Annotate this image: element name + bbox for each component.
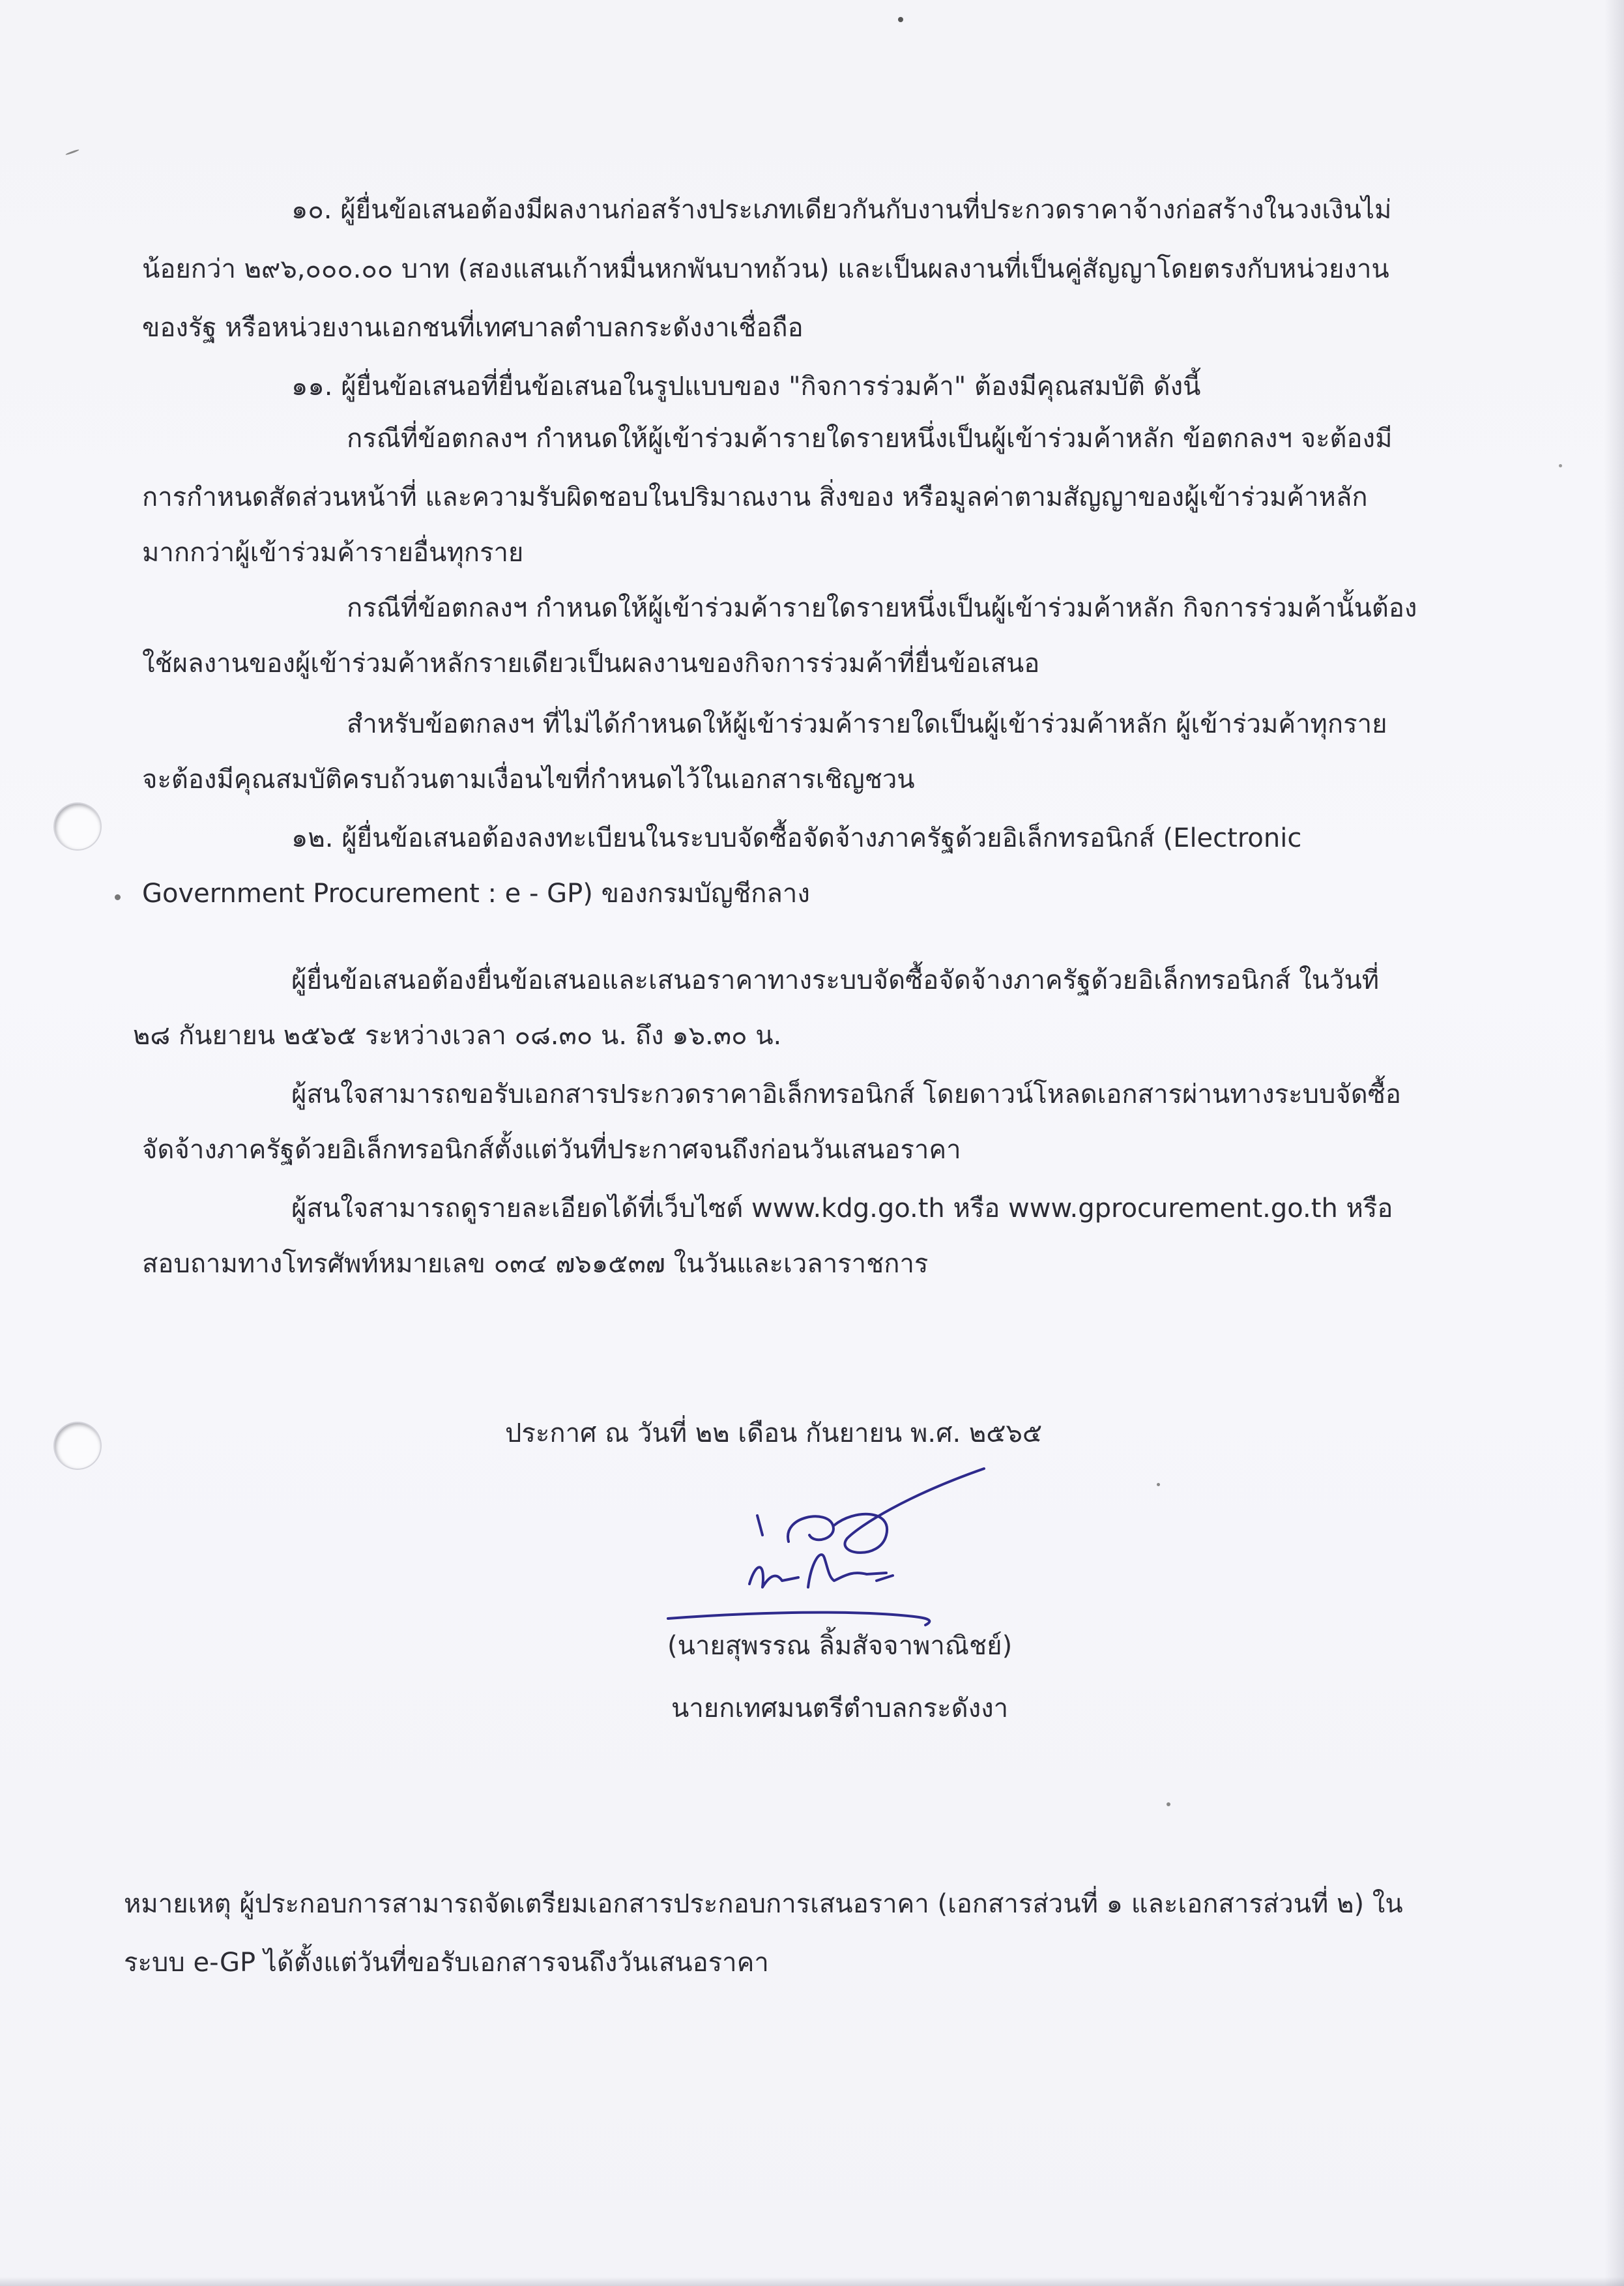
clause-11-case3-line-1: สำหรับข้อตกลงฯ ที่ไม่ได้กำหนดให้ผู้เข้าร่วมค้ารายใดเป็นผู้เข้าร่วมค้าหลัก ผู้เข้าร่วมค้าทุกราย: [347, 709, 1387, 739]
submission-line-1: ผู้ยื่นข้อเสนอต้องยื่นข้อเสนอและเสนอราคาทางระบบจัดซื้อจัดจ้างภาครัฐด้วยอิเล็กทรอนิกส์ ในวันที่: [291, 965, 1380, 995]
punch-hole-upper: [55, 804, 100, 849]
contact-line-2: สอบถามทางโทรศัพท์หมายเลข ๐๓๔ ๗๖๑๕๓๗ ในวันและเวลาราชการ: [142, 1249, 929, 1279]
scan-speck: [1167, 1802, 1170, 1806]
clause-12-line-1: ๑๒. ผู้ยื่นข้อเสนอต้องลงทะเบียนในระบบจัดซื้อจัดจ้างภาครัฐด้วยอิเล็กทรอนิกส์ (Electronic: [291, 823, 1302, 853]
note-line-1: หมายเหตุ ผู้ประกอบการสามารถจัดเตรียมเอกสารประกอบการเสนอราคา (เอกสารส่วนที่ ๑ และเอกสารส่วนที่ ๒) ใน: [124, 1889, 1403, 1919]
signer-title: นายกเทศมนตรีตำบลกระดังงา: [671, 1693, 1009, 1723]
punch-hole-lower: [55, 1423, 100, 1469]
download-line-2: จัดจ้างภาครัฐด้วยอิเล็กทรอนิกส์ตั้งแต่วันที่ประกาศจนถึงก่อนวันเสนอราคา: [142, 1135, 961, 1165]
clause-11-case1-line-1: กรณีที่ข้อตกลงฯ กำหนดให้ผู้เข้าร่วมค้ารายใดรายหนึ่งเป็นผู้เข้าร่วมค้าหลัก ข้อตกลงฯ จะต้องมี: [347, 424, 1393, 454]
scan-speck: [65, 149, 80, 155]
scan-speck: [898, 17, 903, 22]
handwritten-signature: [658, 1463, 997, 1633]
clause-10-line-3: ของรัฐ หรือหน่วยงานเอกชนที่เทศบาลตำบลกระดังงาเชื่อถือ: [142, 313, 804, 343]
page-edge-shadow: [1604, 0, 1624, 2286]
scan-speck: [115, 894, 121, 900]
clause-11-case1-line-3: มากกว่าผู้เข้าร่วมค้ารายอื่นทุกราย: [142, 538, 524, 568]
signer-name: (นายสุพรรณ ลิ้มสัจจาพาณิชย์): [667, 1631, 1013, 1661]
announcement-date: ประกาศ ณ วันที่ ๒๒ เดือน กันยายน พ.ศ. ๒๕๖๕: [505, 1418, 1043, 1448]
submission-line-2: ๒๘ กันยายน ๒๕๖๕ ระหว่างเวลา ๐๘.๓๐ น. ถึง ๑๖.๓๐ น.: [133, 1021, 782, 1051]
clause-12-line-2: Government Procurement : e - GP) ของกรมบัญชีกลาง: [142, 879, 810, 909]
clause-11-case3-line-2: จะต้องมีคุณสมบัติครบถ้วนตามเงื่อนไขที่กำหนดไว้ในเอกสารเชิญชวน: [142, 765, 915, 795]
clause-10-line-2: น้อยกว่า ๒๙๖,๐๐๐.๐๐ บาท (สองแสนเก้าหมื่นหกพันบาทถ้วน) และเป็นผลงานที่เป็นคู่สัญญาโดยตรงกับหน่วยงาน: [142, 254, 1389, 284]
clause-11-case1-line-2: การกำหนดสัดส่วนหน้าที่ และความรับผิดชอบในปริมาณงาน สิ่งของ หรือมูลค่าตามสัญญาของผู้เข้าร่วมค้าหลัก: [142, 482, 1368, 512]
clause-11-heading: ๑๑. ผู้ยื่นข้อเสนอที่ยื่นข้อเสนอในรูปแบบของ "กิจการร่วมค้า" ต้องมีคุณสมบัติ ดังนี้: [291, 372, 1201, 402]
scan-speck: [1559, 464, 1562, 467]
clause-11-case2-line-1: กรณีที่ข้อตกลงฯ กำหนดให้ผู้เข้าร่วมค้ารายใดรายหนึ่งเป็นผู้เข้าร่วมค้าหลัก กิจการร่วมค้านั้นต้อง: [347, 593, 1417, 623]
contact-line-1: ผู้สนใจสามารถดูรายละเอียดได้ที่เว็บไซต์ www.kdg.go.th หรือ www.gprocurement.go.th หรือ: [291, 1194, 1393, 1224]
note-line-2: ระบบ e-GP ได้ตั้งแต่วันที่ขอรับเอกสารจนถึงวันเสนอราคา: [124, 1948, 769, 1978]
clause-10-line-1: ๑๐. ผู้ยื่นข้อเสนอต้องมีผลงานก่อสร้างประเภทเดียวกันกับงานที่ประกวดราคาจ้างก่อสร้างในวงเงินไม่: [291, 195, 1392, 225]
page-bottom-shadow: [0, 2277, 1624, 2286]
clause-11-case2-line-2: ใช้ผลงานของผู้เข้าร่วมค้าหลักรายเดียวเป็นผลงานของกิจการร่วมค้าที่ยื่นข้อเสนอ: [142, 649, 1040, 679]
download-line-1: ผู้สนใจสามารถขอรับเอกสารประกวดราคาอิเล็กทรอนิกส์ โดยดาวน์โหลดเอกสารผ่านทางระบบจัดซื้อ: [291, 1079, 1401, 1109]
scan-speck: [1157, 1483, 1160, 1486]
